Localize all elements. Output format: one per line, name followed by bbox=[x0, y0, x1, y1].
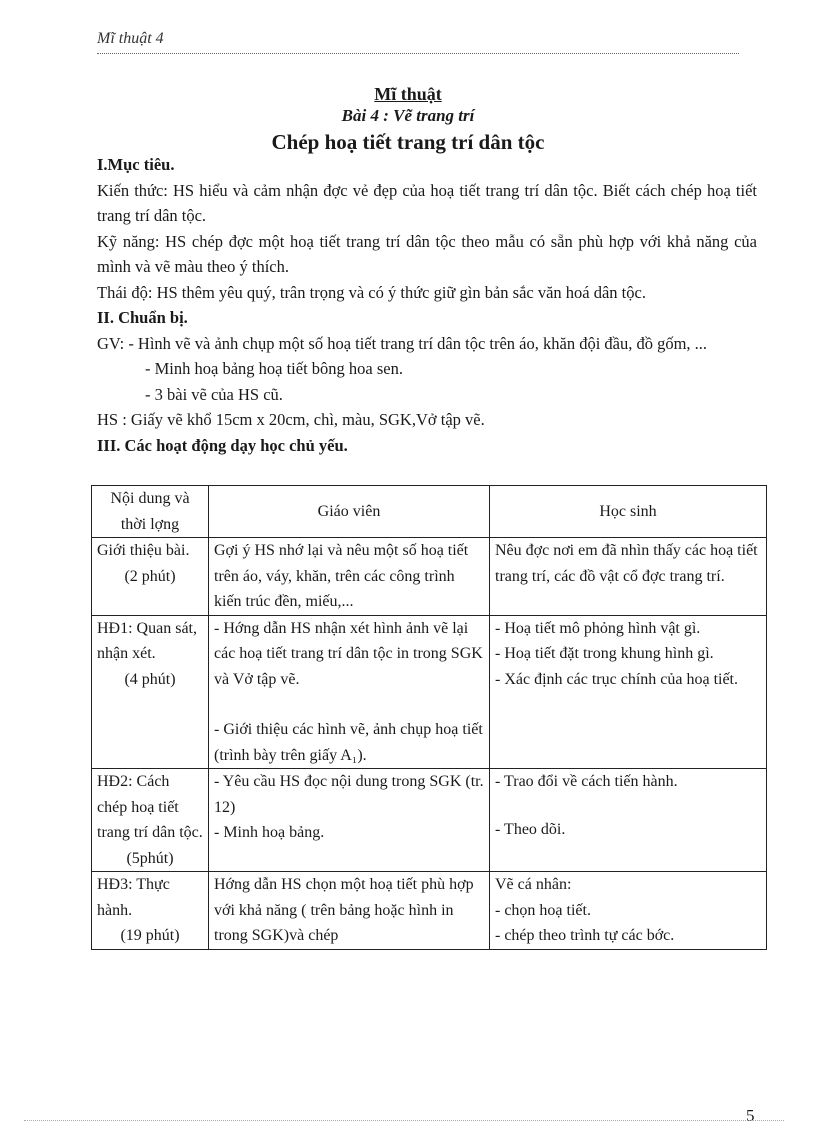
topic-title: Chép hoạ tiết trang trí dân tộc bbox=[271, 130, 545, 154]
objective-skills: Kỹ năng: HS chép đợc một hoạ tiết trang trí dân tộc theo mẫu có sẵn phù hợp với khả năng của mình và vẽ màu theo ý thích. bbox=[97, 231, 757, 276]
column-header-teacher: Giáo viên bbox=[209, 486, 490, 538]
preparation-gv: GV: - Hình vẽ và ảnh chụp một số hoạ tiết trang trí dân tộc trên áo, khăn đội đầu, đồ gốm, ... bbox=[97, 333, 708, 353]
student-cell: - Hoạ tiết mô phỏng hình vật gì. - Hoạ tiết đặt trong khung hình gì. - Xác định các trục chính của hoạ tiết. bbox=[490, 615, 767, 769]
preparation-hs: HS : Giấy vẽ khổ 15cm x 20cm, chì, màu, SGK,Vở tập vẽ. bbox=[97, 410, 485, 429]
footer-divider bbox=[24, 1120, 784, 1121]
teacher-cell: Hớng dẫn HS chọn một hoạ tiết phù hợp với khả năng ( trên bảng hoặc hình in trong SGK)và chép bbox=[209, 872, 490, 950]
table-row bbox=[92, 769, 767, 872]
header-divider bbox=[97, 53, 739, 54]
lesson-title: Bài 4 : Vẽ trang trí bbox=[341, 106, 475, 125]
table-row bbox=[92, 615, 767, 769]
student-cell: Vẽ cá nhân: - chọn hoạ tiết. - chép theo trình tự các bớc. bbox=[490, 872, 767, 950]
subject-title: Mĩ thuật bbox=[374, 84, 442, 104]
content-cell: Giới thiệu bài. (2 phút) bbox=[92, 538, 209, 616]
activities-table bbox=[91, 485, 767, 950]
teacher-cell: Gợi ý HS nhớ lại và nêu một số hoạ tiết trên áo, váy, khăn, trên các công trình kiến trúc đền, miếu,... bbox=[209, 538, 490, 616]
lesson-body bbox=[97, 152, 757, 458]
content-cell: HĐ3: Thực hành. (19 phút) bbox=[92, 872, 209, 950]
preparation-heading: II. Chuẩn bị. bbox=[97, 308, 188, 327]
page-number: 5 bbox=[746, 1106, 755, 1125]
content-cell: HĐ1: Quan sát, nhận xét. (4 phút) bbox=[92, 615, 209, 769]
preparation-gv-item: - 3 bài vẽ của HS cũ. bbox=[145, 384, 283, 404]
table-row bbox=[92, 872, 767, 950]
table-row bbox=[92, 538, 767, 616]
student-cell: - Trao đổi về cách tiến hành. - Theo dõi. bbox=[490, 769, 767, 872]
objective-attitude: Thái độ: HS thêm yêu quý, trân trọng và có ý thức giữ gìn bản sắc văn hoá dân tộc. bbox=[97, 282, 646, 302]
teacher-cell: - Yêu cầu HS đọc nội dung trong SGK (tr. 12) - Minh hoạ bảng. bbox=[209, 769, 490, 872]
student-cell: Nêu đợc nơi em đã nhìn thấy các hoạ tiết trang trí, các đồ vật cổ đợc trang trí. bbox=[490, 538, 767, 616]
column-header-content: Nội dung và thời lợng bbox=[92, 486, 209, 538]
objectives-heading: I.Mục tiêu. bbox=[97, 155, 175, 174]
preparation-gv-item: - Minh hoạ bảng hoạ tiết bông hoa sen. bbox=[145, 359, 403, 378]
activities-heading: III. Các hoạt động dạy học chủ yếu. bbox=[97, 435, 348, 455]
column-header-student: Học sinh bbox=[490, 486, 767, 538]
objective-knowledge: Kiến thức: HS hiểu và cảm nhận đợc vẻ đẹp của hoạ tiết trang trí dân tộc. Biết cách chép hoạ tiết trang trí dân tộc. bbox=[97, 180, 757, 225]
teacher-cell: - Hớng dẫn HS nhận xét hình ảnh vẽ lại các hoạ tiết trang trí dân tộc in trong SGK và Vở tập vẽ. - Giới thiệu các hình vẽ, ảnh chụp hoạ tiết (trình bày trên giấy A₁). bbox=[209, 615, 490, 769]
content-cell: HĐ2: Cách chép hoạ tiết trang trí dân tộc. (5phút) bbox=[92, 769, 209, 872]
table-header-row bbox=[92, 486, 767, 538]
running-header: Mĩ thuật 4 bbox=[97, 30, 164, 47]
